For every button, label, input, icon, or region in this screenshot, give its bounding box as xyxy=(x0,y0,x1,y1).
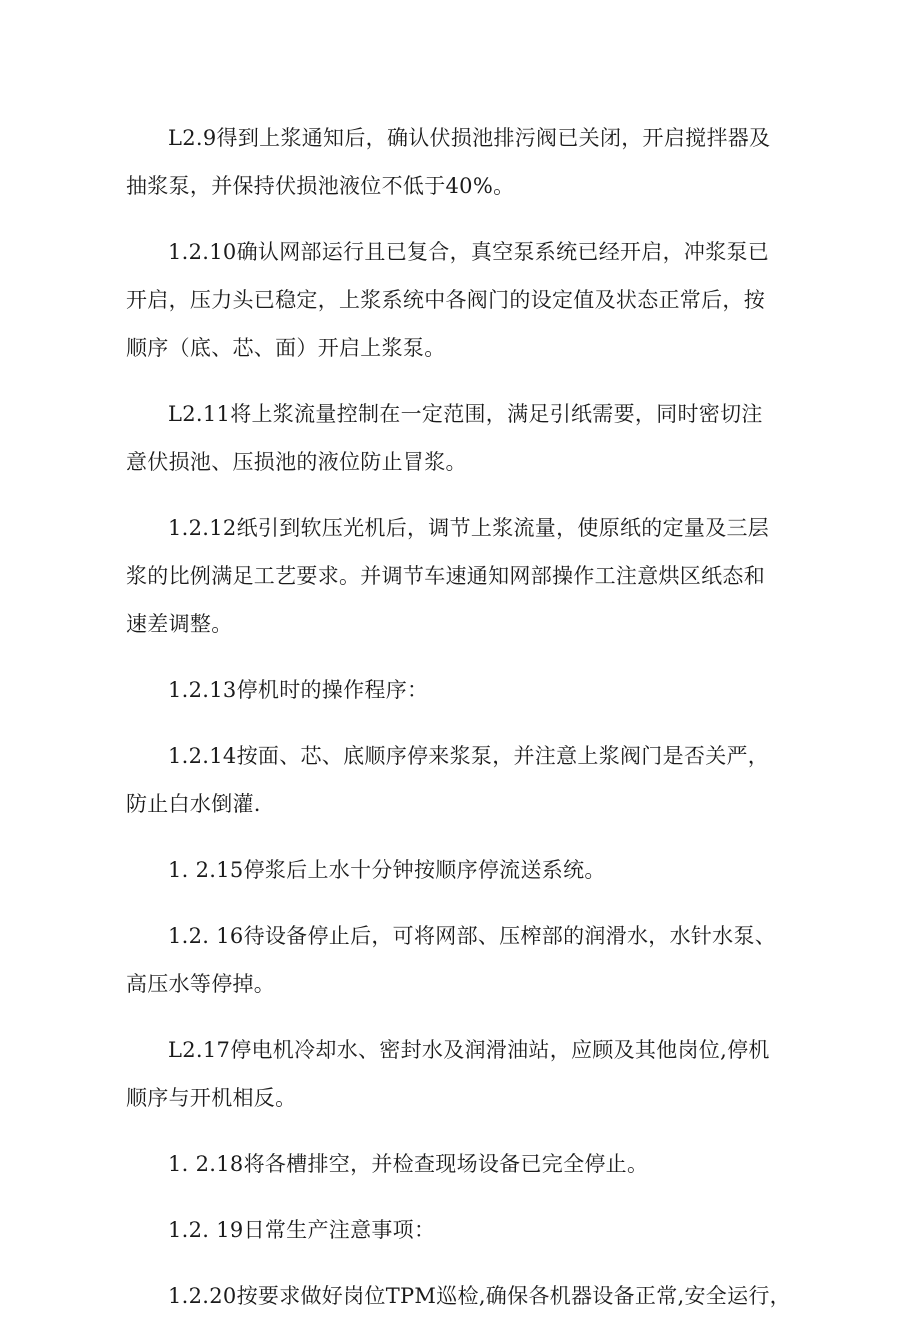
paragraph-line: L2.11将上浆流量控制在一定范围，满足引纸需要，同时密切注 xyxy=(168,402,763,426)
paragraph-line: 浆的比例满足工艺要求。并调节车速通知网部操作工注意烘区纸态和 xyxy=(126,564,765,588)
paragraph-line: L2.17停电机冷却水、密封水及润滑油站，应顾及其他岗位,停机 xyxy=(168,1038,770,1062)
paragraph-line: 顺序（底、芯、面）开启上浆泵。 xyxy=(126,336,446,360)
paragraph-line: 1.2. 16待设备停止后，可将网部、压榨部的润滑水，水针水泵、 xyxy=(168,924,777,948)
paragraph-1-2-15 xyxy=(126,846,794,894)
document-body xyxy=(126,114,794,1338)
paragraph-line: 1.2.12纸引到软压光机后，调节上浆流量，使原纸的定量及三层 xyxy=(168,516,770,540)
paragraph-line: 速差调整。 xyxy=(126,612,233,636)
paragraph-line: 防止白水倒灌. xyxy=(126,792,261,816)
paragraph-line: 意伏损池、压损池的液位防止冒浆。 xyxy=(126,450,467,474)
paragraph-line: L2.9得到上浆通知后，确认伏损池排污阀已关闭，开启搅拌器及 xyxy=(168,126,771,150)
paragraph-1-2-16 xyxy=(126,912,794,1008)
paragraph-line: 1.2. 19日常生产注意事项： xyxy=(168,1218,436,1242)
paragraph-line: 顺序与开机相反。 xyxy=(126,1086,297,1110)
paragraph-1-2-10 xyxy=(126,228,794,372)
paragraph-line: 1.2.13停机时的操作程序： xyxy=(168,678,429,702)
paragraph-1-2-17 xyxy=(126,1026,794,1122)
paragraph-line: 高压水等停掉。 xyxy=(126,972,276,996)
paragraph-line: 1.2.10确认网部运行且已复合，真空泵系统已经开启，冲浆泵已 xyxy=(168,240,770,264)
paragraph-line: 1. 2.15停浆后上水十分钟按顺序停流送系统。 xyxy=(168,858,606,882)
paragraph-line: 1.2.14按面、芯、底顺序停来浆泵，并注意上浆阀门是否关严， xyxy=(168,744,770,768)
paragraph-1-2-20 xyxy=(126,1272,794,1320)
paragraph-line: 1. 2.18将各槽排空，并检查现场设备已完全停止。 xyxy=(168,1152,649,1176)
paragraph-1-2-9 xyxy=(126,114,794,210)
paragraph-line: 1.2.20按要求做好岗位TPM巡检,确保各机器设备正常,安全运行， xyxy=(168,1284,791,1308)
paragraph-line: 抽浆泵，并保持伏损池液位不低于40%。 xyxy=(126,174,515,198)
paragraph-line: 开启，压力头已稳定，上浆系统中各阀门的设定值及状态正常后，按 xyxy=(126,288,765,312)
paragraph-1-2-19 xyxy=(126,1206,794,1254)
paragraph-1-2-14 xyxy=(126,732,794,828)
paragraph-1-2-12 xyxy=(126,504,794,648)
paragraph-1-2-11 xyxy=(126,390,794,486)
paragraph-1-2-18 xyxy=(126,1140,794,1188)
paragraph-1-2-13 xyxy=(126,666,794,714)
